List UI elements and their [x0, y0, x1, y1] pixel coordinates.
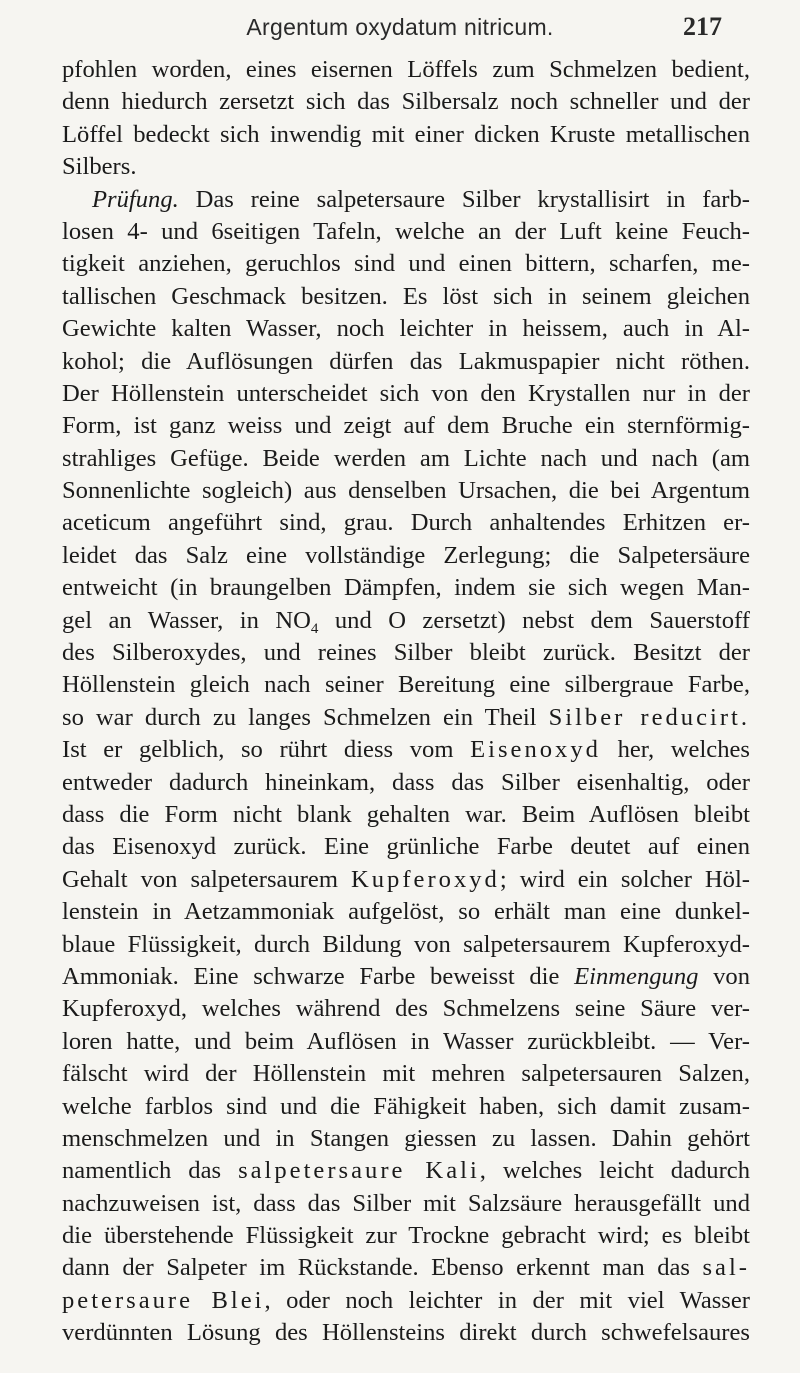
page-number: 217: [683, 12, 722, 41]
text-line: [62, 1285, 750, 1317]
text-line: [62, 1155, 750, 1187]
spaced-term: petersaure Blei: [62, 1286, 265, 1314]
text-line: kohol; die Auflösungen dürfen das Lakmuspapier nicht röthen.: [62, 347, 750, 375]
text-line: fälscht wird der Höllenstein mit mehren salpetersauren Salzen,: [62, 1060, 750, 1088]
text-line: [62, 184, 750, 216]
text-line: leidet das Salz eine vollständige Zerlegung; die Salpetersäure: [62, 541, 750, 569]
section-heading-pruefung: Prüfung.: [92, 185, 179, 213]
text-line: [62, 1252, 750, 1284]
text-line: entweder dadurch hineinkam, dass das Silber eisenhaltig, oder: [62, 768, 750, 796]
text-line: [62, 734, 750, 766]
text-line: loren hatte, und beim Auflösen in Wasser zurückbleibt. — Ver-: [62, 1027, 750, 1055]
text-line: losen 4- und 6seitigen Tafeln, welche an der Luft keine Feuch-: [62, 217, 750, 245]
text-line: dass die Form nicht blank gehalten war. Beim Auflösen bleibt: [62, 800, 750, 828]
text-run: Ist er gelblich, so rührt diess vom: [62, 736, 471, 764]
text-run: gel an Wasser, in NO: [62, 606, 311, 634]
text-line: blaue Flüssigkeit, durch Bildung von salpetersaurem Kupferoxyd-: [62, 930, 750, 958]
text-line: [62, 702, 750, 734]
text-line: tallischen Geschmack besitzen. Es löst sich in seinem gleichen: [62, 282, 750, 310]
text-line: [62, 961, 750, 993]
text-line: aceticum angeführt sind, grau. Durch anhaltendes Erhitzen er-: [62, 509, 750, 537]
running-title: Argentum oxydatum nitricum.: [246, 14, 554, 40]
text-line: Höllenstein gleich nach seiner Bereitung eine silbergraue Farbe,: [62, 671, 750, 699]
text-run: ; wird ein solcher Höl-: [499, 865, 750, 893]
text-run: her, welches: [600, 736, 750, 764]
text-line: Form, ist ganz weiss und zeigt auf dem Bruche ein sternförmig-: [62, 412, 750, 440]
text-line: entweicht (in braungelben Dämpfen, indem sie sich wegen Man-: [62, 574, 750, 602]
text-line: [62, 605, 750, 637]
text-run: Ammoniak. Eine schwarze Farbe beweisst die: [62, 962, 575, 990]
text-run: namentlich das: [62, 1157, 239, 1185]
text-run: Gehalt von salpetersaurem: [62, 865, 351, 893]
spaced-term: Kupferoxyd: [351, 865, 500, 893]
text-line: verdünnten Lösung des Höllensteins direkt durch schwefelsaures: [62, 1319, 750, 1347]
text-line: Der Höllenstein unterscheidet sich von den Krystallen nur in der: [62, 379, 750, 407]
text-line: des Silberoxydes, und reines Silber bleibt zurück. Besitzt der: [62, 639, 750, 667]
text-run: von: [698, 962, 750, 990]
text-line: lenstein in Aetzammoniak aufgelöst, so erhält man eine dunkel-: [62, 898, 750, 926]
text-line: das Eisenoxyd zurück. Eine grünliche Farbe deutet auf einen: [62, 833, 750, 861]
text-run: Das reine salpetersaure Silber krystallisirt in farb-: [178, 185, 750, 213]
text-line: Kupferoxyd, welches während des Schmelzens seine Säure ver-: [62, 995, 750, 1023]
text-line: denn hiedurch zersetzt sich das Silbersalz noch schneller und der: [62, 88, 750, 116]
running-head: [0, 6, 800, 46]
body-text: [62, 54, 750, 1350]
text-run: , oder noch leichter in der mit viel Wasser: [264, 1286, 750, 1314]
text-line: die überstehende Flüssigkeit zur Trockne gebracht wird; es bleibt: [62, 1222, 750, 1250]
text-line: tigkeit anziehen, geruchlos sind und einen bittern, scharfen, me-: [62, 250, 750, 278]
spaced-term: salpetersaure Kali: [238, 1157, 480, 1185]
text-line: nachzuweisen ist, dass das Silber mit Salzsäure herausgefällt und: [62, 1189, 750, 1217]
spaced-term: Eisenoxyd: [470, 736, 601, 764]
text-run: dann der Salpeter im Rückstande. Ebenso erkennt man das: [62, 1254, 703, 1282]
text-line: Silbers.: [62, 153, 137, 181]
text-line: strahliges Gefüge. Beide werden am Lichte nach und nach (am: [62, 444, 750, 472]
text-run: und O zersetzt) nebst dem Sauerstoff: [318, 606, 750, 634]
italic-term: Einmengung: [574, 962, 699, 990]
text-run: , welches leicht dadurch: [479, 1157, 750, 1185]
spaced-term: sal-: [702, 1254, 750, 1282]
text-line: Löffel bedeckt sich inwendig mit einer dicken Kruste metallischen: [62, 120, 750, 148]
subscript: 4: [310, 620, 319, 637]
text-line: welche farblos sind und die Fähigkeit haben, sich damit zusam-: [62, 1092, 750, 1120]
text-run: so war durch zu langes Schmelzen ein Theil: [62, 703, 549, 731]
spaced-term: Silber reducirt.: [548, 703, 750, 731]
text-line: pfohlen worden, eines eisernen Löffels zum Schmelzen bedient,: [62, 56, 750, 83]
text-line: Gewichte kalten Wasser, noch leichter in heissem, auch in Al-: [62, 315, 750, 343]
text-line: [62, 864, 750, 896]
text-line: Sonnenlichte sogleich) aus denselben Ursachen, die bei Argentum: [62, 477, 750, 505]
text-line: menschmelzen und in Stangen giessen zu lassen. Dahin gehört: [62, 1124, 750, 1152]
